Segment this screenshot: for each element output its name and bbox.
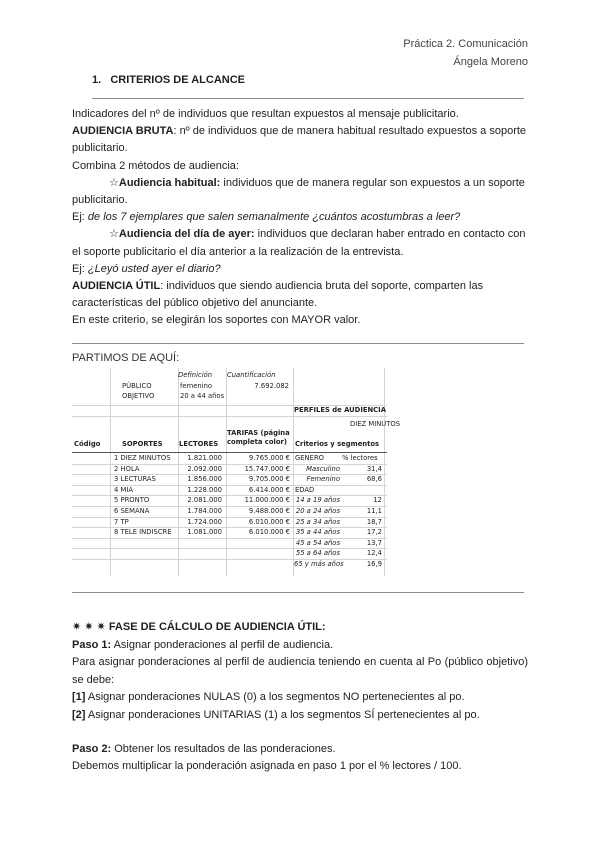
definicion-label: Definición	[178, 371, 213, 379]
item-1-label: [1]	[72, 691, 86, 704]
grid-line	[72, 416, 387, 417]
sheet-segmento: 35 a 44 años	[295, 528, 340, 537]
cuantificacion-label: Cuantificación	[227, 371, 276, 379]
paso-2-label: Paso 2:	[72, 743, 112, 756]
example-1	[72, 209, 528, 226]
example-1-text: de los 7 ejemplares que salen semanalmente ¿cuántos acostumbras a leer?	[87, 211, 461, 224]
pct-lectores-label: % lectores	[342, 454, 378, 462]
calc-body	[72, 637, 528, 776]
grid-line	[72, 506, 387, 507]
grid-line	[72, 464, 387, 465]
sheet-lectores: 2.092.000	[187, 464, 222, 473]
sheet-segmento: 20 a 24 años	[295, 507, 340, 515]
sheet-lectores: 1.228.000	[187, 485, 222, 494]
edad-label: EDAD	[295, 486, 315, 494]
header-course: Práctica 2. Comunicación	[403, 38, 528, 50]
definicion-value-age: 20 a 44 años	[180, 392, 225, 400]
codigo-header: Código	[74, 440, 101, 448]
intro-paragraph: Indicadores del nº de individuos que resultan expuestos al mensaje publicitario.	[72, 108, 459, 120]
header-author: Ángela Moreno	[453, 56, 528, 68]
sheet-soporte: 8 TELE INDISCRE	[114, 528, 172, 537]
grid-line	[72, 559, 387, 560]
sheet-soporte: 1 DIEZ MINUTOS	[114, 454, 171, 462]
audiencia-bruta-paragraph	[72, 123, 528, 157]
sheet-segmento: 65 y más años	[294, 560, 344, 568]
sheet-pct: 13,7	[366, 538, 382, 547]
sheet-segmento: 14 a 19 años	[295, 496, 340, 505]
genero-label: GENERO	[295, 454, 325, 462]
habitual-term: Audiencia habitual:	[118, 176, 221, 189]
paso-1-text: Asignar ponderaciones al perfil de audiencia.	[111, 639, 334, 651]
definicion-value: femenino	[180, 382, 213, 390]
sheet-pct: 11,1	[366, 507, 382, 515]
sheet-tarifa: 15.747.000 €	[244, 464, 290, 473]
item-1	[72, 689, 528, 706]
grid-line	[72, 527, 387, 528]
grid-line	[72, 485, 387, 486]
section-title	[92, 74, 245, 86]
sheet-tarifa: 6.010.000 €	[248, 517, 290, 526]
divider	[72, 592, 524, 593]
sheet-pct: 18,7	[366, 517, 382, 526]
sheet-lectores: 1.856.000	[187, 475, 222, 484]
item-2-label: [2]	[72, 708, 86, 721]
sheet-pct: 68,6	[366, 475, 382, 484]
section-number: 1.	[92, 74, 102, 86]
item-2-text: Asignar ponderaciones UNITARIAS (1) a los segmentos SÍ pertenecientes al po.	[85, 708, 480, 721]
sheet-lectores: 1.784.000	[187, 507, 222, 515]
bruta-def: : nº de individuos que de manera habitual resultado expuestos a soporte publicitario.	[72, 125, 527, 155]
paso-2-text: Obtener los resultados de las ponderaciones.	[111, 743, 336, 756]
util-term: AUDIENCIA ÚTIL	[72, 280, 161, 293]
example-1-label: Ej:	[72, 211, 88, 224]
paso-1-label: Paso 1:	[72, 639, 112, 651]
paso-2	[72, 741, 528, 758]
sheet-pct: 12	[373, 496, 382, 505]
example-2-text: ¿Leyó usted ayer el diario?	[87, 262, 221, 275]
divider	[92, 98, 524, 99]
audiencia-ayer-paragraph	[72, 226, 528, 260]
cuantificacion-value: 7.692.082	[254, 382, 289, 390]
sheet-soporte: 2 HOLA	[114, 464, 140, 473]
debemos-paragraph: Debemos multiplicar la ponderación asignada en paso 1 por el % lectores / 100.	[72, 760, 462, 773]
sheet-pct: 16,9	[366, 560, 382, 568]
example-2-label: Ej:	[72, 262, 88, 275]
divider	[72, 343, 524, 344]
perfiles-label: PERFILES de AUDIENCIA	[294, 406, 386, 414]
audiencia-util-paragraph	[72, 278, 528, 312]
habitual-def: individuos que de manera regular son expuestos a un soporte publicitario.	[72, 176, 525, 207]
sheet-segmento: Femenino	[306, 475, 340, 484]
example-2	[72, 261, 528, 278]
grid-line	[72, 452, 387, 453]
grid-line	[384, 368, 385, 576]
diez-minutos-header: DIEZ MINUTOS	[350, 420, 401, 428]
sheet-segmento: Masculino	[306, 464, 340, 473]
publico-label: PÚBLICO	[122, 382, 152, 390]
grid-line	[72, 548, 387, 549]
sheet-lectores: 1.724.000	[187, 517, 222, 526]
grid-line	[72, 538, 387, 539]
sheet-tarifa: 9.488.000 €	[248, 507, 290, 515]
combina-paragraph: Combina 2 métodos de audiencia:	[72, 159, 239, 172]
partimos-label: PARTIMOS DE AQUÍ:	[72, 352, 180, 364]
sheet-tarifa: 6.010.000 €	[248, 528, 290, 537]
lectores-header: LECTORES	[179, 440, 219, 448]
soportes-header: SOPORTES	[122, 440, 163, 448]
sheet-tarifa: 9.765.000 €	[248, 454, 290, 462]
para-paragraph: Para asignar ponderaciones al perfil de audiencia teniendo en cuenta al Po (público objetivo) se debe:	[72, 656, 528, 686]
sheet-segmento: 55 a 64 años	[295, 549, 340, 558]
section-title-text: CRITERIOS DE ALCANCE	[110, 74, 246, 86]
criterios-header: Criterios y segmentos	[295, 440, 380, 448]
sheet-segmento: 25 a 34 años	[295, 517, 340, 526]
body-text	[72, 106, 528, 330]
ayer-term: Audiencia del día de ayer:	[118, 228, 255, 241]
criterio-paragraph: En este criterio, se elegirán los soportes con MAYOR valor.	[72, 314, 361, 327]
sheet-tarifa: 9.705.000 €	[248, 475, 290, 484]
grid-line	[72, 517, 387, 518]
sheet-soporte: 4 MÍA	[114, 485, 134, 494]
sheet-lectores: 1.081.000	[187, 528, 222, 537]
sheet-soporte: 3 LECTURAS	[114, 475, 156, 484]
sheet-soporte: 7 TP	[114, 517, 129, 526]
tarifas-header-1: TARIFAS (página	[227, 429, 290, 437]
sheet-tarifa: 6.414.000 €	[248, 485, 290, 494]
paso-1	[72, 637, 528, 654]
sheet-soporte: 5 PRONTO	[114, 496, 150, 505]
sheet-pct: 17,2	[366, 528, 382, 537]
sheet-lectores: 1.821.000	[187, 454, 222, 462]
bruta-term: AUDIENCIA BRUTA	[72, 125, 174, 138]
objetivo-label: OBJETIVO	[122, 392, 155, 400]
sheet-pct: 31,4	[366, 464, 382, 473]
sheet-lectores: 2.081.000	[187, 496, 222, 505]
util-def: : individuos que siendo audiencia bruta del soporte, comparten las características del público objetivo del anunciante.	[72, 280, 484, 310]
sheet-tarifa: 11.000.000 €	[244, 496, 290, 505]
grid-line	[178, 368, 179, 576]
grid-line	[72, 495, 387, 496]
sheet-segmento: 45 a 54 años	[295, 538, 340, 547]
spreadsheet-image	[72, 368, 401, 576]
sheet-soporte: 6 SEMANA	[114, 507, 150, 515]
star-icon: ☆	[109, 176, 119, 189]
item-2	[72, 707, 528, 724]
grid-line	[110, 368, 111, 576]
ayer-def: individuos que declaran haber entrado en contacto con el soporte publicitario el día anterior a la realización de la entrevista.	[72, 228, 526, 258]
tarifas-header-2: completa color)	[227, 438, 287, 446]
audiencia-habitual-paragraph	[72, 175, 528, 209]
grid-line	[226, 368, 227, 576]
calc-title: ✷ ✷ ✷ FASE DE CÁLCULO DE AUDIENCIA ÚTIL:	[72, 621, 326, 633]
sheet-pct: 12,4	[366, 549, 382, 558]
grid-line	[72, 474, 387, 475]
item-1-text: Asignar ponderaciones NULAS (0) a los segmentos NO pertenecientes al po.	[85, 691, 465, 704]
star-icon: ☆	[109, 228, 119, 241]
